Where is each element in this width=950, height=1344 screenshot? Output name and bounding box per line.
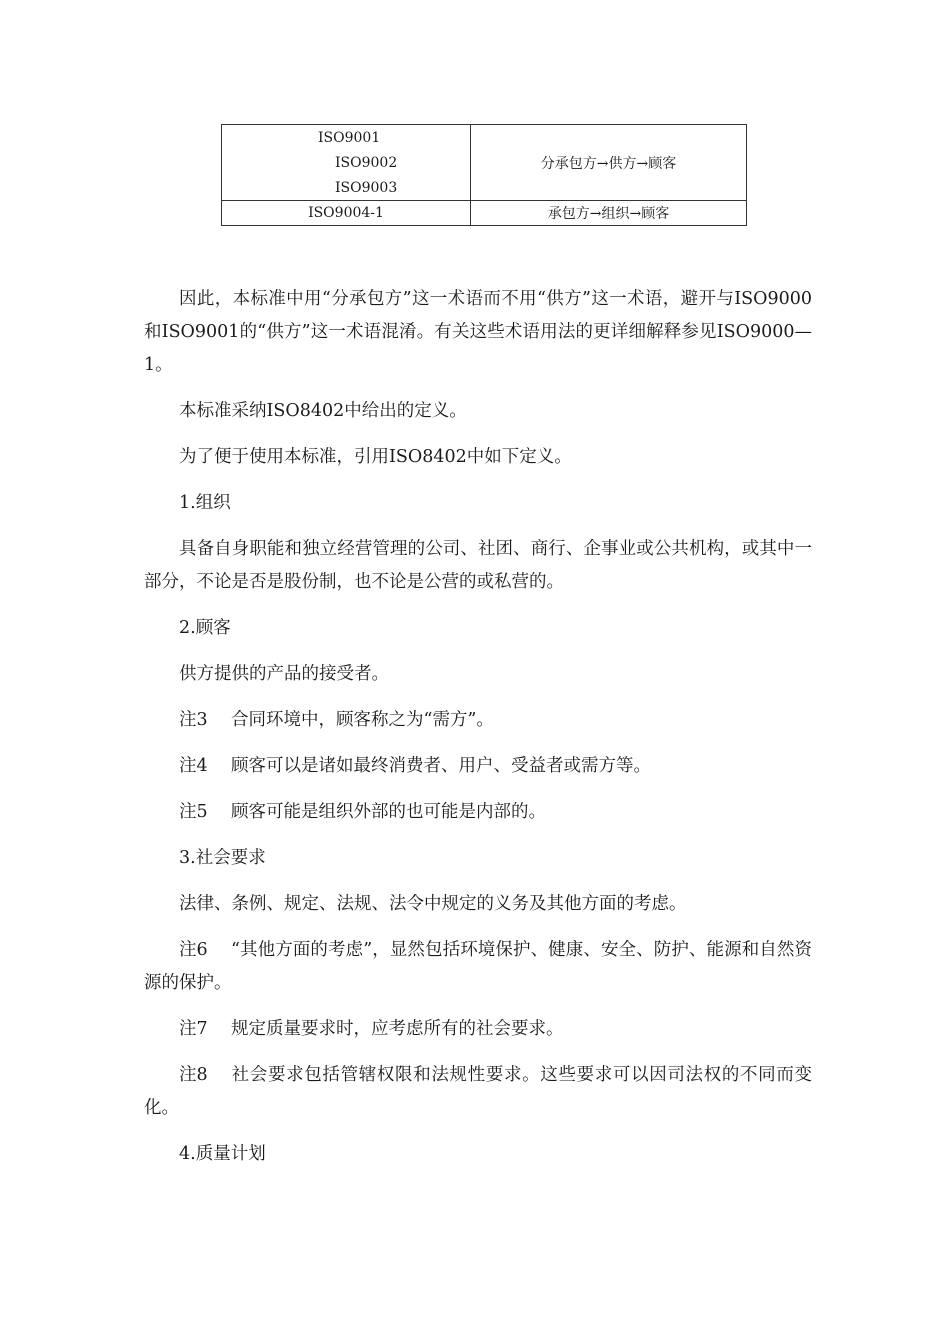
note-text: 合同环境中，顾客称之为“需方”。 [231,710,494,730]
note-label: 注3 [179,710,208,730]
note-6 [144,934,812,1000]
standard-name: ISO9002 [335,155,398,171]
relationship-chain: 分承包方→供方→顾客 [540,155,677,172]
table-row [222,201,747,226]
note-label: 注5 [179,802,208,822]
note-text: 顾客可以是诸如最终消费者、用户、受益者或需方等。 [231,756,651,776]
note-label: 注8 [179,1065,208,1085]
standards-relationship-table [221,124,747,226]
table-cell-standards [222,125,471,201]
section-heading-societal-requirements: 3.社会要求 [179,848,266,868]
paragraph-definitions-adopted: 本标准采纳ISO8402中给出的定义。 [179,401,467,421]
standards-list [222,125,470,200]
note-4 [144,750,812,783]
standard-name: ISO9004-1 [308,205,384,221]
section-heading-organization: 1.组织 [179,493,231,513]
table-row [222,125,747,201]
note-3 [144,704,812,737]
definition-organization: 具备自身职能和独立经营管理的公司、社团、商行、企事业或公共机构，或其中一部分，不论是否是股份制，也不论是公营的或私营的。 [144,539,812,592]
standard-name: ISO9003 [335,180,398,196]
note-text: 顾客可能是组织外部的也可能是内部的。 [231,802,546,822]
section-heading-customer: 2.顾客 [179,618,231,638]
note-text: 规定质量要求时，应考虑所有的社会要求。 [231,1019,564,1039]
note-8 [144,1059,812,1125]
paragraph-terminology: 因此，本标准中用“分承包方”这一术语而不用“供方”这一术语，避开与ISO9000和ISO9001的“供方”这一术语混淆。有关这些术语用法的更详细解释参见ISO9000—1。 [144,289,812,375]
note-label: 注4 [179,756,208,776]
definition-customer: 供方提供的产品的接受者。 [179,664,389,684]
note-7 [144,1013,812,1046]
paragraph-definitions-cited: 为了便于使用本标准，引用ISO8402中如下定义。 [179,447,572,467]
definition-societal-requirements: 法律、条例、规定、法规、法令中规定的义务及其他方面的考虑。 [179,894,687,914]
table-cell-standards [222,201,471,226]
standard-name: ISO9001 [318,130,381,146]
document-body [144,283,812,1184]
note-text: “其他方面的考虑”，显然包括环境保护、健康、安全、防护、能源和自然资源的保护。 [144,940,812,993]
section-heading-quality-plan: 4.质量计划 [179,1144,266,1164]
table-cell-relationship [471,201,747,226]
note-label: 注7 [179,1019,208,1039]
note-text: 社会要求包括管辖权限和法规性要求。这些要求可以因司法权的不同而变化。 [144,1065,812,1118]
note-5 [144,796,812,829]
table-cell-relationship [471,125,747,201]
note-label: 注6 [179,940,208,960]
relationship-chain: 承包方→组织→顾客 [547,206,670,222]
